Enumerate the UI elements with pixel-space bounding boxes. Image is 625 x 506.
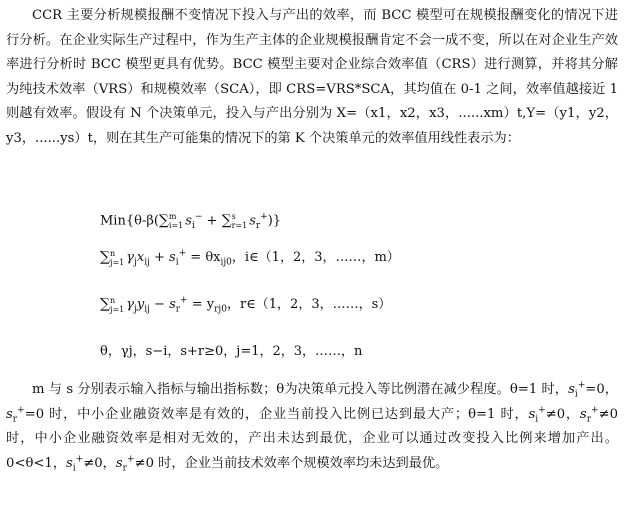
- equation-output-constraint: ∑n j=1 $\gamma_jy_{ij} - s_r^+ = y_{rj0}$，r∈（1，2，3，……，s）: [100, 295, 392, 315]
- eq1-prefix: Min{θ-β(: [100, 213, 159, 229]
- equation-nonnegativity: θ，γj，s−i，s+r≥0，j=1，2，3，……，n: [100, 344, 363, 359]
- eq2-tail: = θx: [190, 250, 221, 265]
- eq1-suffix: )}: [267, 213, 282, 229]
- paragraph-bcc-intro: CCR 主要分析规模报酬不变情况下投入与产出的效率，而 BCC 模型可在规模报酬变化的情况下进行分析。在企业实际生产过程中，作为生产主体的企业规模报酬肯定不会一成不变，所以在对企业生产效率进行分析时 BCC 模型更具有优势。BCC 模型主要对企业综合效率值（CRS）进行测算，并将其分解为纯技术效率（VRS）和规模效率（SCA），即 CRS=VRS*SCA，其均值在 0-1 之间，效率值越接近 1 则越有效率。假设有 N 个决策单元，投入与产出分别为 X=（x1，x2，x3，......xm）t,Y=（y1，y2，y3，......ys）t，则在其生产可能集的情况下的第 K 个决策单元的效率值用线性表示为：: [6, 8, 618, 146]
- equation-objective: Min{θ-β(∑m i=1 $s_i^- + \sum s$ r=1 $s_r^+$)}: [100, 212, 282, 232]
- paragraph-interpretation: m 与 s 分别表示输入指标与输出指标数；θ为决策单元投入等比例潜在减少程度。θ=1 时，$s_i^+=0$，$s_r^+=0$ 时，中小企业融资效率是有效的，企业当前投入比例已达到最大产；θ=1 时，$s_i^+\ne 0$，$s_r^+\ne 0$ 时，中小企业融资效率是相对无效的，产出未达到最优，企业可以通过改变投入比例来增加产出。0<θ<1，$s_i^+\ne 0$，$s_r^+\ne 0$ 时，企业当前技术效率个规模效率均未达到最优。: [6, 380, 618, 474]
- eq3-tail: = y: [191, 297, 215, 312]
- eq3-range: ，r∈（1，2，3，……，s）: [226, 297, 392, 312]
- eq2-range: ，i∈（1，2，3，……，m）: [231, 250, 400, 265]
- equation-input-constraint: ∑n j=1 $\gamma_jx_{ij} + s_i^+ = \theta x_{ij0}$，i∈（1，2，3，……，m）: [100, 248, 400, 268]
